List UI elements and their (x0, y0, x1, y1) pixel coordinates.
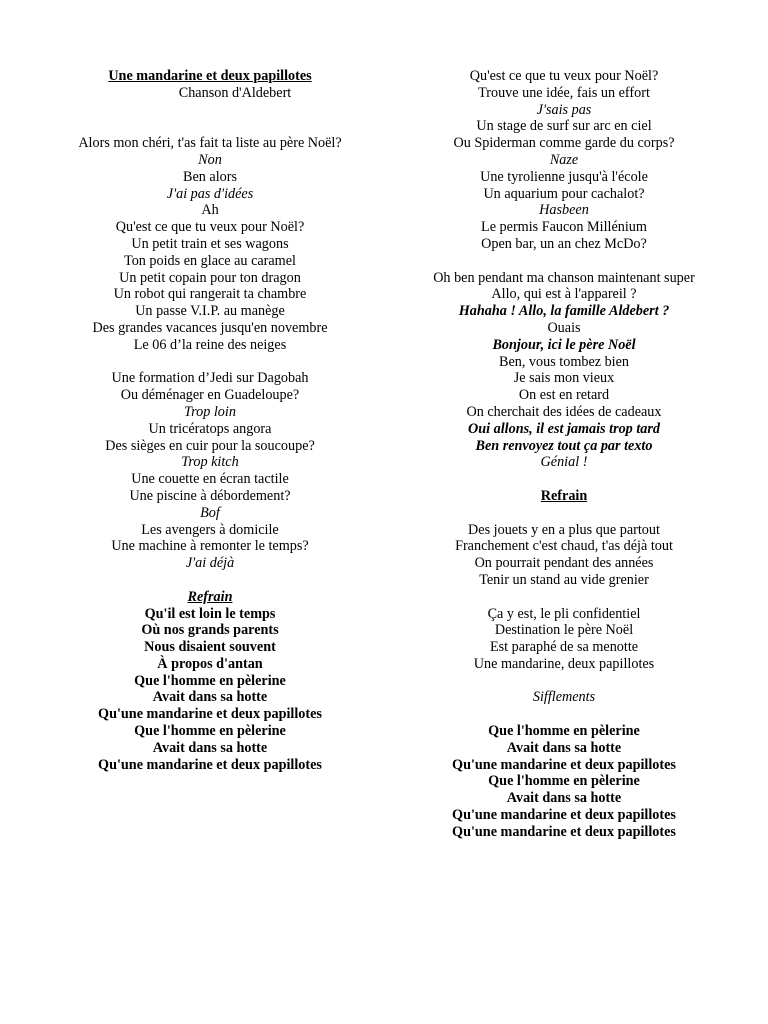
lyric-line: Que l'homme en pèlerine (488, 773, 640, 790)
lyric-line: Bonjour, ici le père Noël (492, 336, 636, 353)
lyric-line: Une couette en écran tactile (131, 471, 289, 488)
lyric-line: Ou Spiderman comme garde du corps? (453, 135, 675, 152)
lyric-line: Que l'homme en pèlerine (134, 672, 286, 689)
lyric-line: Qu'est ce que tu veux pour Noël? (115, 219, 305, 236)
lyric-line: Un petit train et ses wagons (131, 235, 289, 252)
lyric-line: Avait dans sa hotte (152, 689, 268, 706)
lyric-line: Bof (200, 504, 220, 521)
lyric-line: Oui allons, il est jamais trop tard (468, 420, 660, 437)
blank-line (60, 102, 360, 119)
lyric-line: Des sièges en cuir pour la soucoupe? (105, 437, 315, 454)
lyric-line: Sifflements (532, 689, 596, 706)
lyric-line: Un petit copain pour ton dragon (119, 269, 301, 286)
right-column (414, 68, 714, 841)
lyric-line: Avait dans sa hotte (506, 739, 622, 756)
blank-line (414, 706, 714, 723)
lyric-line: Un tricératops angora (148, 420, 272, 437)
lyric-line: Un passe V.I.P. au manège (135, 303, 285, 320)
lyric-line: Hasbeen (539, 202, 589, 219)
blank-line (414, 505, 714, 522)
lyric-line: Avait dans sa hotte (506, 790, 622, 807)
lyric-line: Une formation d’Jedi sur Dagobah (111, 370, 309, 387)
lyric-line: Nous disaient souvent (144, 639, 276, 656)
lyric-line: Ça y est, le pli confidentiel (487, 605, 641, 622)
lyric-line: J'ai déjà (185, 555, 235, 572)
left-column (60, 68, 360, 773)
lyric-line: Alors mon chéri, t'as fait ta liste au père Noël? (78, 135, 342, 152)
lyric-line: Qu'une mandarine et deux papillotes (452, 756, 676, 773)
lyric-line: Une piscine à débordement? (129, 487, 291, 504)
lyric-line: Tenir un stand au vide grenier (479, 571, 649, 588)
lyric-line: Une mandarine, deux papillotes (473, 655, 655, 672)
lyric-line: Hahaha ! Allo, la famille Aldebert ? (458, 303, 670, 320)
lyric-line: Trop kitch (181, 454, 239, 471)
refrain-label: Refrain (540, 487, 588, 504)
blank-line (414, 673, 714, 690)
lyric-line: Ah (201, 202, 219, 219)
blank-line (414, 589, 714, 606)
refrain-label: Refrain (187, 588, 233, 605)
lyric-line: Ben renvoyez tout ça par texto (475, 437, 653, 454)
lyric-line: À propos d'antan (157, 655, 263, 672)
lyric-line: Un aquarium pour cachalot? (483, 185, 645, 202)
lyric-line: Allo, qui est à l'appareil ? (491, 286, 637, 303)
blank-line (414, 253, 714, 270)
lyric-line: Des grandes vacances jusqu'en novembre (92, 319, 328, 336)
lyric-line: Qu'est ce que tu veux pour Noël? (469, 68, 659, 84)
lyric-line: J'ai pas d'idées (166, 185, 254, 202)
lyric-line: Trop loin (184, 403, 236, 420)
lyric-line: Je sais mon vieux (513, 370, 615, 387)
lyric-line: Une tyrolienne jusqu'à l'école (480, 168, 648, 185)
lyric-line: Où nos grands parents (141, 622, 279, 639)
lyric-line: Que l'homme en pèlerine (488, 723, 640, 740)
lyric-line: Ou déménager en Guadeloupe? (120, 387, 300, 404)
song-subtitle: Chanson d'Aldebert (178, 84, 292, 101)
song-title: Une mandarine et deux papillotes (108, 68, 312, 84)
blank-line (60, 354, 360, 371)
lyric-line: Génial ! (540, 454, 588, 471)
lyric-line: Le 06 d’la reine des neiges (133, 336, 287, 353)
lyric-line: Qu'une mandarine et deux papillotes (98, 706, 322, 723)
lyric-line: Le permis Faucon Millénium (481, 219, 647, 236)
lyric-line: Qu'une mandarine et deux papillotes (98, 756, 322, 773)
lyric-line: Des jouets y en a plus que partout (468, 521, 660, 538)
blank-line (60, 118, 360, 135)
blank-line (414, 471, 714, 488)
lyric-line: Ben, vous tombez bien (498, 353, 630, 370)
lyric-line: Qu'une mandarine et deux papillotes (452, 823, 676, 840)
lyric-line: Un robot qui rangerait ta chambre (113, 286, 307, 303)
lyric-line: Oh ben pendant ma chanson maintenant super (433, 269, 695, 286)
lyric-line: On cherchait des idées de cadeaux (466, 403, 662, 420)
lyric-line: Trouve une idée, fais un effort (478, 84, 650, 101)
lyric-line: Ton poids en glace au caramel (124, 252, 296, 269)
lyric-line: Avait dans sa hotte (152, 739, 268, 756)
lyric-line: Un stage de surf sur arc en ciel (476, 118, 652, 135)
lyric-line: Une machine à remonter le temps? (111, 538, 309, 555)
lyric-line: Ouais (547, 319, 581, 336)
lyric-line: Les avengers à domicile (141, 521, 279, 538)
lyric-line: Qu'une mandarine et deux papillotes (452, 807, 676, 824)
lyric-line: On pourrait pendant des années (474, 555, 654, 572)
lyric-line: J'sais pas (536, 101, 592, 118)
lyric-line: Destination le père Noël (494, 622, 634, 639)
lyric-line: Open bar, un an chez McDo? (481, 235, 647, 252)
lyric-line: Ben alors (183, 168, 237, 185)
lyric-line: Franchement c'est chaud, t'as déjà tout (455, 538, 673, 555)
lyric-line: Naze (549, 151, 579, 168)
lyric-line: Que l'homme en pèlerine (134, 723, 286, 740)
lyric-line: Est paraphé de sa menotte (489, 639, 639, 656)
lyric-line: On est en retard (518, 387, 610, 404)
blank-line (60, 572, 360, 589)
lyric-line: Non (198, 151, 222, 168)
lyric-line: Qu'il est loin le temps (144, 605, 276, 622)
